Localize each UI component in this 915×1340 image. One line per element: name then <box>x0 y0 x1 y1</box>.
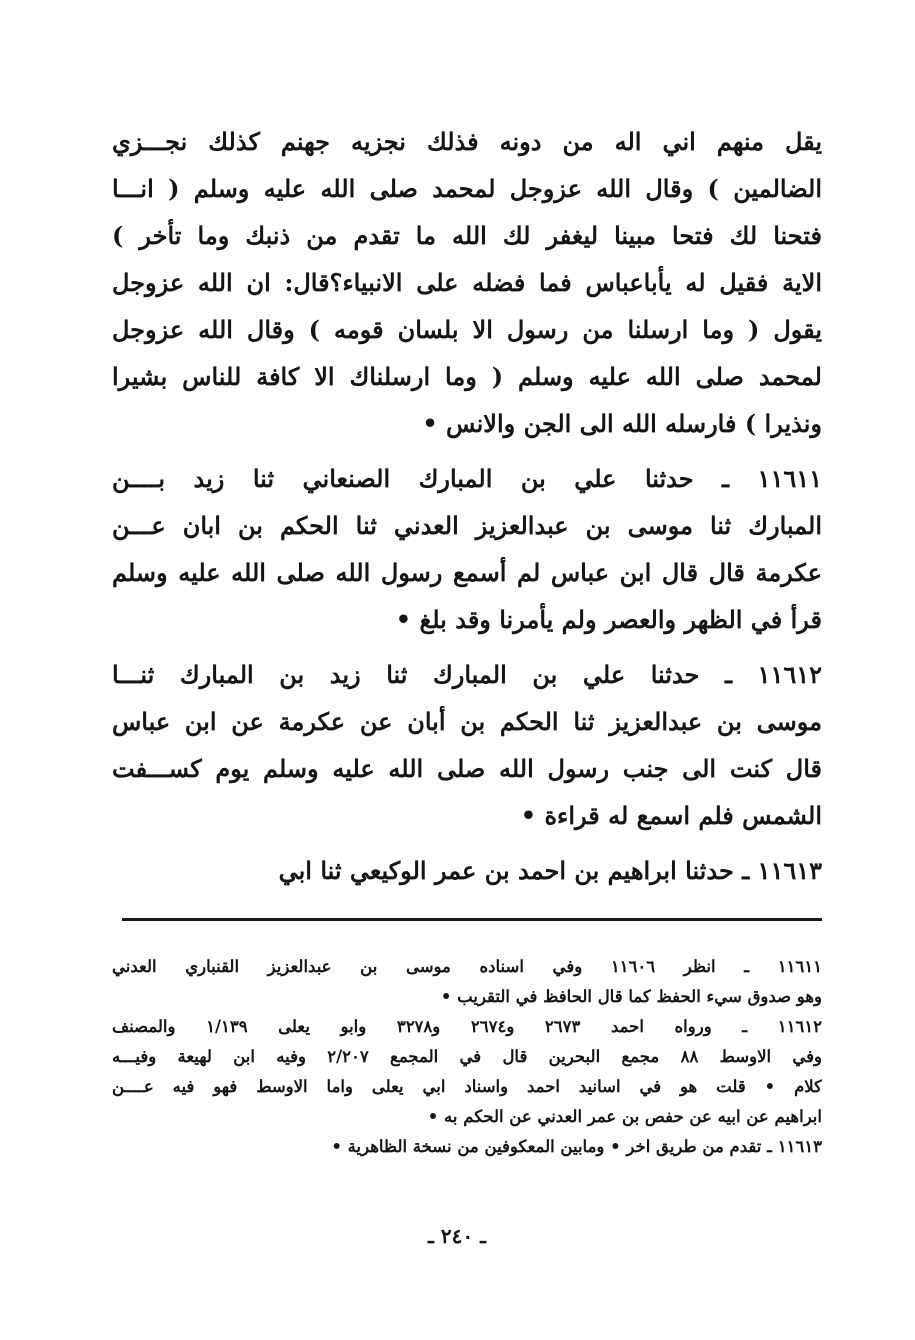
text-line: لمحمد صلى الله عليه وسلم ( وما ارسلناك الا كافة للناس بشيرا <box>112 362 822 391</box>
text-line: يقول ( وما ارسلنا من رسول الا بلسان قومه ) وقال الله عزوجل <box>112 315 822 344</box>
footnote-line: ابراهيم عن ابيه عن حفص بن عمر العدني عن الحكم به • <box>427 1107 822 1126</box>
footnote-line: كلام • قلت هو في اسانيد احمد واسناد ابي يعلى واما الاوسط فهو فيه عــــن <box>112 1077 822 1096</box>
text-line: قال كنت الى جنب رسول الله صلى الله عليه وسلم يوم كســـفت <box>112 754 822 783</box>
text-line: عكرمة قال قال ابن عباس لم أسمع رسول الله صلى الله عليه وسلم <box>112 558 822 587</box>
main-text <box>112 118 822 894</box>
footnote-line: وهو صدوق سيء الحفظ كما قال الحافظ في التقريب • <box>440 987 822 1006</box>
text-line: ونذيرا ) فارسله الله الى الجن والانس • <box>422 409 822 438</box>
page-number: ـ ٢٤٠ ـ <box>428 1224 486 1248</box>
footnote-line: ١١٦١١ ـ انظر ١١٦٠٦ وفي اسناده موسى بن عبدالعزيز القنباري العدني <box>112 957 822 976</box>
text-line: المبارك ثنا موسى بن عبدالعزيز العدني ثنا الحكم بن ابان عـــن <box>112 511 822 540</box>
text-line: الاية فقيل له يأباعباس فما فضله على الانبياء؟قال: ان الله عزوجل <box>112 268 822 297</box>
hadith-11613-line: ١١٦١٣ ـ حدثنا ابراهيم بن احمد بن عمر الوكيعي ثنا ابي <box>278 856 822 885</box>
hadith-11612-line: ١١٦١٢ ـ حدثنا علي بن المبارك ثنا زيد بن المبارك ثنـــا <box>112 660 822 689</box>
footnote-line: ١١٦١٢ ـ ورواه احمد ٢٦٧٣ و٢٦٧٤ و٣٢٧٨ وابو يعلى ١/١٣٩ والمصنف <box>112 1017 822 1036</box>
text-line: فتحنا لك فتحا مبينا ليغفر لك الله ما تقدم من ذنبك وما تأخر ) <box>112 221 822 250</box>
text-line: الضالمين ) وقال الله عزوجل لمحمد صلى الله عليه وسلم ( انـــا <box>112 174 822 203</box>
text-line: الشمس فلم اسمع له قراءة • <box>520 801 822 830</box>
footnote-line: ١١٦١٣ ـ تقدم من طريق اخر • ومابين المعكوفين من نسخة الظاهرية • <box>331 1137 822 1156</box>
text-line: يقل منهم اني اله من دونه فذلك نجزيه جهنم كذلك نجـــزي <box>112 127 822 156</box>
footnote-line: وفي الاوسط ٨٨ مجمع البحرين قال في المجمع ٢/٢٠٧ وفيه ابن لهيعة وفيـــه <box>112 1047 822 1066</box>
text-line: قرأ في الظهر والعصر ولم يأمرنا وقد بلغ • <box>395 605 822 634</box>
hadith-11611-line: ١١٦١١ ـ حدثنا علي بن المبارك الصنعاني ثنا زيد بــــن <box>112 464 822 493</box>
footnote-divider <box>122 918 822 921</box>
footnotes <box>112 952 822 1162</box>
text-line: موسى بن عبدالعزيز ثنا الحكم بن أبان عن عكرمة عن ابن عباس <box>112 707 822 736</box>
